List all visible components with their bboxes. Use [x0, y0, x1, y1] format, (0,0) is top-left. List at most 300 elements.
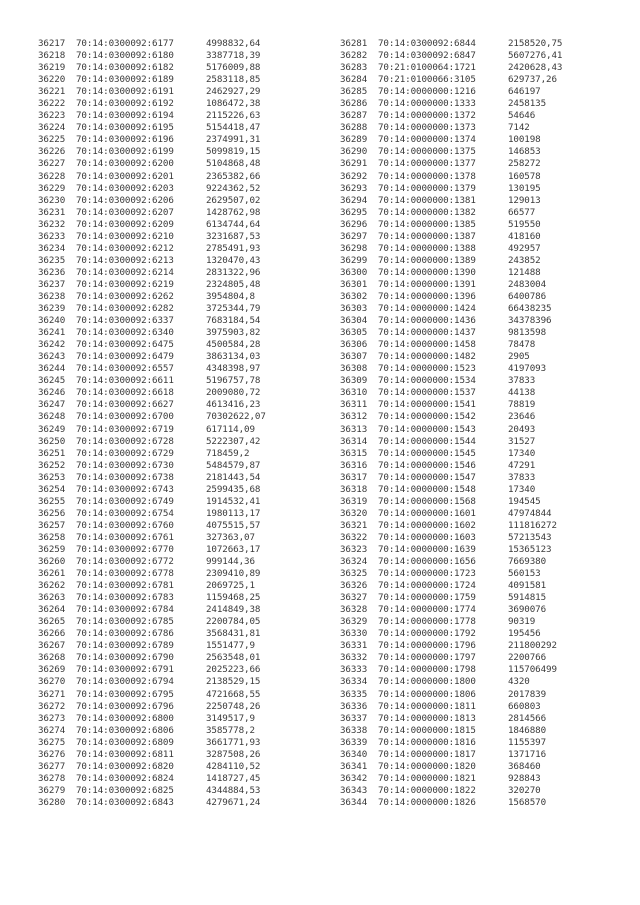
cadastral-number: 70:14:0300092:6729 [76, 447, 174, 459]
row-value: 2629507,02 [206, 194, 261, 206]
table-row [340, 74, 562, 86]
table-row [38, 219, 266, 231]
row-index: 36309 [340, 375, 368, 387]
table-row [38, 86, 266, 98]
table-row [340, 38, 562, 50]
row-index: 36314 [340, 435, 368, 447]
row-value: 2138529,15 [206, 676, 261, 688]
row-index: 36294 [340, 194, 368, 206]
cadastral-number: 70:14:0300092:6212 [76, 242, 174, 254]
row-index: 36291 [340, 158, 368, 170]
table-row [38, 134, 266, 146]
cadastral-number: 70:14:0300092:6772 [76, 556, 174, 568]
row-value: 999144,36 [206, 556, 255, 568]
table-row [38, 38, 266, 50]
row-index: 36340 [340, 748, 368, 760]
table-row [340, 387, 562, 399]
table-row [38, 98, 266, 110]
row-value: 2324805,48 [206, 278, 261, 290]
row-value: 2583118,85 [206, 74, 261, 86]
row-value: 4500584,28 [206, 339, 261, 351]
table-row [38, 616, 266, 628]
cadastral-number: 70:14:0000000:1381 [378, 194, 476, 206]
row-index: 36336 [340, 700, 368, 712]
row-value: 2905 [508, 351, 530, 363]
row-index: 36339 [340, 736, 368, 748]
cadastral-number: 70:14:0000000:1537 [378, 387, 476, 399]
row-index: 36311 [340, 399, 368, 411]
row-index: 36235 [38, 254, 66, 266]
cadastral-number: 70:14:0300092:6700 [76, 411, 174, 423]
cadastral-number: 70:14:0000000:1816 [378, 736, 476, 748]
table-row [340, 592, 562, 604]
cadastral-number: 70:14:0300092:6209 [76, 218, 174, 230]
row-value: 31527 [508, 435, 536, 447]
row-value: 57213543 [508, 531, 552, 543]
row-value: 2374991,31 [206, 134, 261, 146]
cadastral-number: 70:14:0000000:1774 [378, 604, 476, 616]
cadastral-number: 70:14:0000000:1375 [378, 146, 476, 158]
row-index: 36299 [340, 254, 368, 266]
row-index: 36219 [38, 62, 66, 74]
table-row [38, 122, 266, 134]
row-value: 47291 [508, 459, 536, 471]
row-value: 15365123 [508, 543, 552, 555]
row-index: 36315 [340, 447, 368, 459]
cadastral-number: 70:14:0000000:1377 [378, 158, 476, 170]
table-row [38, 568, 266, 580]
table-row [340, 436, 562, 448]
row-index: 36229 [38, 182, 66, 194]
row-value: 78819 [508, 399, 536, 411]
row-index: 36296 [340, 218, 368, 230]
row-value: 1551477,9 [206, 640, 255, 652]
cadastral-number: 70:14:0300092:6203 [76, 182, 174, 194]
row-index: 36231 [38, 206, 66, 218]
table-row [38, 231, 266, 243]
left-column [38, 38, 266, 809]
cadastral-number: 70:14:0000000:1436 [378, 315, 476, 327]
cadastral-number: 70:14:0300092:6843 [76, 796, 174, 808]
row-value: 2814566 [508, 712, 547, 724]
table-row [38, 267, 266, 279]
row-value: 2420628,43 [508, 62, 563, 74]
table-row [38, 785, 266, 797]
row-index: 36308 [340, 363, 368, 375]
cadastral-number: 70:14:0000000:1390 [378, 266, 476, 278]
row-value: 7669380 [508, 556, 547, 568]
row-index: 36283 [340, 62, 368, 74]
cadastral-number: 70:14:0000000:1811 [378, 700, 476, 712]
row-index: 36316 [340, 459, 368, 471]
row-value: 5099819,15 [206, 146, 261, 158]
row-index: 36244 [38, 363, 66, 375]
cadastral-number: 70:14:0300092:6781 [76, 580, 174, 592]
table-row [340, 207, 562, 219]
row-index: 36252 [38, 459, 66, 471]
cadastral-number: 70:14:0000000:1379 [378, 182, 476, 194]
row-index: 36321 [340, 519, 368, 531]
row-value: 2462927,29 [206, 86, 261, 98]
row-index: 36228 [38, 170, 66, 182]
row-index: 36330 [340, 628, 368, 640]
row-value: 1072663,17 [206, 543, 261, 555]
table-row [38, 243, 266, 255]
row-index: 36237 [38, 278, 66, 290]
row-value: 1418727,45 [206, 772, 261, 784]
row-value: 928843 [508, 772, 541, 784]
table-row [340, 652, 562, 664]
table-row [38, 146, 266, 158]
table-row [38, 158, 266, 170]
cadastral-number: 70:14:0300092:6618 [76, 387, 174, 399]
row-value: 258272 [508, 158, 541, 170]
table-row [38, 580, 266, 592]
table-row [340, 604, 562, 616]
row-index: 36243 [38, 351, 66, 363]
row-value: 115706499 [508, 664, 557, 676]
table-row [38, 544, 266, 556]
table-row [340, 448, 562, 460]
table-row [38, 496, 266, 508]
row-value: 560153 [508, 568, 541, 580]
table-row [340, 351, 562, 363]
row-value: 2309410,89 [206, 568, 261, 580]
row-value: 418160 [508, 230, 541, 242]
row-index: 36249 [38, 423, 66, 435]
cadastral-number: 70:14:0000000:1391 [378, 278, 476, 290]
row-index: 36280 [38, 796, 66, 808]
table-row [340, 616, 562, 628]
cadastral-number: 70:14:0000000:1216 [378, 86, 476, 98]
cadastral-number: 70:14:0000000:1778 [378, 616, 476, 628]
row-value: 646197 [508, 86, 541, 98]
table-row [38, 183, 266, 195]
row-value: 1428762,98 [206, 206, 261, 218]
row-value: 90319 [508, 616, 536, 628]
row-value: 23646 [508, 411, 536, 423]
table-row [340, 640, 562, 652]
table-row [340, 279, 562, 291]
row-value: 4348398,97 [206, 363, 261, 375]
table-row [340, 146, 562, 158]
row-value: 2025223,66 [206, 664, 261, 676]
row-index: 36277 [38, 760, 66, 772]
row-index: 36319 [340, 495, 368, 507]
cadastral-number: 70:14:0000000:1458 [378, 339, 476, 351]
table-row [340, 195, 562, 207]
row-value: 2200766 [508, 652, 547, 664]
table-row [340, 183, 562, 195]
row-value: 4344884,53 [206, 784, 261, 796]
row-value: 34378396 [508, 315, 552, 327]
row-value: 660803 [508, 700, 541, 712]
row-value: 3863134,03 [206, 351, 261, 363]
table-row [340, 411, 562, 423]
cadastral-number: 70:14:0300092:6847 [378, 50, 476, 62]
row-index: 36247 [38, 399, 66, 411]
cadastral-number: 70:14:0000000:1388 [378, 242, 476, 254]
cadastral-number: 70:14:0000000:1385 [378, 218, 476, 230]
table-row [340, 110, 562, 122]
row-index: 36259 [38, 543, 66, 555]
row-value: 4721668,55 [206, 688, 261, 700]
row-index: 36269 [38, 664, 66, 676]
table-row [340, 460, 562, 472]
row-index: 36257 [38, 519, 66, 531]
row-index: 36287 [340, 110, 368, 122]
cadastral-number: 70:14:0000000:1389 [378, 254, 476, 266]
row-value: 37833 [508, 375, 536, 387]
row-value: 2831322,96 [206, 266, 261, 278]
cadastral-number: 70:14:0300092:6820 [76, 760, 174, 772]
table-row [38, 387, 266, 399]
cadastral-number: 70:14:0000000:1544 [378, 435, 476, 447]
row-index: 36326 [340, 580, 368, 592]
table-row [38, 676, 266, 688]
row-value: 70302622,07 [206, 411, 266, 423]
table-row [38, 327, 266, 339]
table-row [340, 62, 562, 74]
row-index: 36223 [38, 110, 66, 122]
cadastral-number: 70:14:0300092:6743 [76, 483, 174, 495]
right-column [340, 38, 562, 809]
cadastral-number: 70:14:0000000:1656 [378, 556, 476, 568]
row-value: 7142 [508, 122, 530, 134]
row-value: 1086472,38 [206, 98, 261, 110]
table-row [38, 110, 266, 122]
row-value: 2115226,63 [206, 110, 261, 122]
row-value: 2414849,38 [206, 604, 261, 616]
cadastral-number: 70:14:0300092:6770 [76, 543, 174, 555]
row-index: 36218 [38, 50, 66, 62]
cadastral-number: 70:14:0300092:6778 [76, 568, 174, 580]
cadastral-number: 70:14:0000000:1603 [378, 531, 476, 543]
table-row [340, 773, 562, 785]
table-row [38, 424, 266, 436]
row-index: 36302 [340, 290, 368, 302]
table-row [340, 544, 562, 556]
row-index: 36262 [38, 580, 66, 592]
row-index: 36284 [340, 74, 368, 86]
row-index: 36222 [38, 98, 66, 110]
table-row [38, 375, 266, 387]
row-index: 36248 [38, 411, 66, 423]
row-index: 36264 [38, 604, 66, 616]
row-value: 211800292 [508, 640, 557, 652]
row-index: 36304 [340, 315, 368, 327]
row-value: 121488 [508, 266, 541, 278]
row-index: 36323 [340, 543, 368, 555]
row-value: 130195 [508, 182, 541, 194]
cadastral-number: 70:14:0000000:1534 [378, 375, 476, 387]
cadastral-number: 70:14:0300092:6194 [76, 110, 174, 122]
row-index: 36290 [340, 146, 368, 158]
cadastral-number: 70:14:0300092:6557 [76, 363, 174, 375]
cadastral-number: 70:14:0000000:1796 [378, 640, 476, 652]
row-index: 36241 [38, 327, 66, 339]
row-index: 36278 [38, 772, 66, 784]
row-index: 36226 [38, 146, 66, 158]
cadastral-number: 70:14:0300092:6201 [76, 170, 174, 182]
cadastral-number: 70:14:0300092:6177 [76, 38, 174, 49]
row-value: 3661771,93 [206, 736, 261, 748]
table-row [340, 363, 562, 375]
cadastral-number: 70:14:0000000:1602 [378, 519, 476, 531]
table-row [340, 761, 562, 773]
table-row [38, 171, 266, 183]
table-row [38, 713, 266, 725]
row-value: 2250748,26 [206, 700, 261, 712]
row-value: 3149517,9 [206, 712, 255, 724]
row-value: 617114,09 [206, 423, 255, 435]
row-index: 36342 [340, 772, 368, 784]
cadastral-number: 70:14:0000000:1542 [378, 411, 476, 423]
table-row [38, 556, 266, 568]
cadastral-number: 70:14:0300092:6719 [76, 423, 174, 435]
cadastral-number: 70:14:0300092:6761 [76, 531, 174, 543]
row-value: 4279671,24 [206, 796, 261, 808]
row-index: 36313 [340, 423, 368, 435]
row-index: 36303 [340, 303, 368, 315]
row-value: 3725344,79 [206, 303, 261, 315]
row-value: 44138 [508, 387, 536, 399]
row-index: 36292 [340, 170, 368, 182]
row-value: 194545 [508, 495, 541, 507]
row-index: 36250 [38, 435, 66, 447]
cadastral-number: 70:14:0300092:6611 [76, 375, 174, 387]
table-row [340, 134, 562, 146]
cadastral-number: 70:14:0300092:6790 [76, 652, 174, 664]
cadastral-number: 70:14:0000000:1387 [378, 230, 476, 242]
row-value: 129013 [508, 194, 541, 206]
cadastral-number: 70:14:0000000:1817 [378, 748, 476, 760]
row-value: 6134744,64 [206, 218, 261, 230]
row-index: 36289 [340, 134, 368, 146]
row-index: 36266 [38, 628, 66, 640]
cadastral-number: 70:14:0300092:6182 [76, 62, 174, 74]
row-value: 320270 [508, 784, 541, 796]
row-index: 36225 [38, 134, 66, 146]
cadastral-number: 70:14:0000000:1568 [378, 495, 476, 507]
row-value: 2009080,72 [206, 387, 261, 399]
row-value: 5607276,41 [508, 50, 563, 62]
row-value: 4075515,57 [206, 519, 261, 531]
cadastral-number: 70:14:0300092:6795 [76, 688, 174, 700]
row-value: 2069725,1 [206, 580, 255, 592]
cadastral-number: 70:14:0000000:1523 [378, 363, 476, 375]
cadastral-number: 70:14:0300092:6730 [76, 459, 174, 471]
row-value: 9813598 [508, 327, 547, 339]
table-row [340, 580, 562, 592]
row-index: 36267 [38, 640, 66, 652]
row-value: 3568431,81 [206, 628, 261, 640]
row-value: 5196757,78 [206, 375, 261, 387]
row-index: 36221 [38, 86, 66, 98]
row-value: 4284110,52 [206, 760, 261, 772]
table-row [340, 50, 562, 62]
cadastral-number: 70:14:0300092:6262 [76, 290, 174, 302]
row-index: 36335 [340, 688, 368, 700]
table-row [340, 98, 562, 110]
cadastral-number: 70:14:0000000:1813 [378, 712, 476, 724]
cadastral-number: 70:14:0300092:6811 [76, 748, 174, 760]
row-index: 36338 [340, 724, 368, 736]
row-index: 36305 [340, 327, 368, 339]
row-value: 1159468,25 [206, 592, 261, 604]
row-value: 1980113,17 [206, 507, 261, 519]
row-index: 36271 [38, 688, 66, 700]
row-index: 36307 [340, 351, 368, 363]
cadastral-number: 70:14:0300092:6728 [76, 435, 174, 447]
cadastral-number: 70:14:0000000:1820 [378, 760, 476, 772]
row-index: 36317 [340, 471, 368, 483]
row-value: 2563548,01 [206, 652, 261, 664]
row-index: 36298 [340, 242, 368, 254]
row-index: 36263 [38, 592, 66, 604]
table-row [340, 568, 562, 580]
cadastral-number: 70:14:0300092:6824 [76, 772, 174, 784]
row-index: 36236 [38, 266, 66, 278]
row-value: 2599435,68 [206, 483, 261, 495]
cadastral-number: 70:14:0300092:6282 [76, 303, 174, 315]
row-value: 2017839 [508, 688, 547, 700]
row-index: 36270 [38, 676, 66, 688]
cadastral-number: 70:14:0300092:6207 [76, 206, 174, 218]
row-value: 4197093 [508, 363, 547, 375]
cadastral-number: 70:14:0000000:1541 [378, 399, 476, 411]
cadastral-number: 70:14:0000000:1437 [378, 327, 476, 339]
row-index: 36217 [38, 38, 66, 49]
row-index: 36260 [38, 556, 66, 568]
row-value: 3387718,39 [206, 50, 261, 62]
cadastral-number: 70:14:0300092:6337 [76, 315, 174, 327]
row-value: 47974844 [508, 507, 552, 519]
row-index: 36240 [38, 315, 66, 327]
table-row [38, 773, 266, 785]
cadastral-number: 70:14:0300092:6749 [76, 495, 174, 507]
cadastral-number: 70:14:0000000:1601 [378, 507, 476, 519]
table-row [38, 604, 266, 616]
row-value: 100198 [508, 134, 541, 146]
row-index: 36293 [340, 182, 368, 194]
row-index: 36301 [340, 278, 368, 290]
cadastral-number: 70:14:0300092:6192 [76, 98, 174, 110]
cadastral-number: 70:14:0300092:6754 [76, 507, 174, 519]
row-value: 4613416,23 [206, 399, 261, 411]
table-row [38, 532, 266, 544]
row-index: 36245 [38, 375, 66, 387]
table-row [38, 737, 266, 749]
table-row [340, 520, 562, 532]
table-row [340, 399, 562, 411]
row-value: 6400786 [508, 290, 547, 302]
cadastral-number: 70:14:0000000:1333 [378, 98, 476, 110]
row-value: 2458135 [508, 98, 547, 110]
row-value: 37833 [508, 471, 536, 483]
row-value: 2158520,75 [508, 38, 563, 49]
table-row [38, 640, 266, 652]
table-row [38, 628, 266, 640]
row-value: 327363,07 [206, 531, 255, 543]
table-row [38, 291, 266, 303]
row-index: 36220 [38, 74, 66, 86]
table-row [38, 411, 266, 423]
table-row [340, 86, 562, 98]
cadastral-number: 70:14:0300092:6784 [76, 604, 174, 616]
cadastral-number: 70:14:0000000:1759 [378, 592, 476, 604]
cadastral-number: 70:14:0000000:1798 [378, 664, 476, 676]
